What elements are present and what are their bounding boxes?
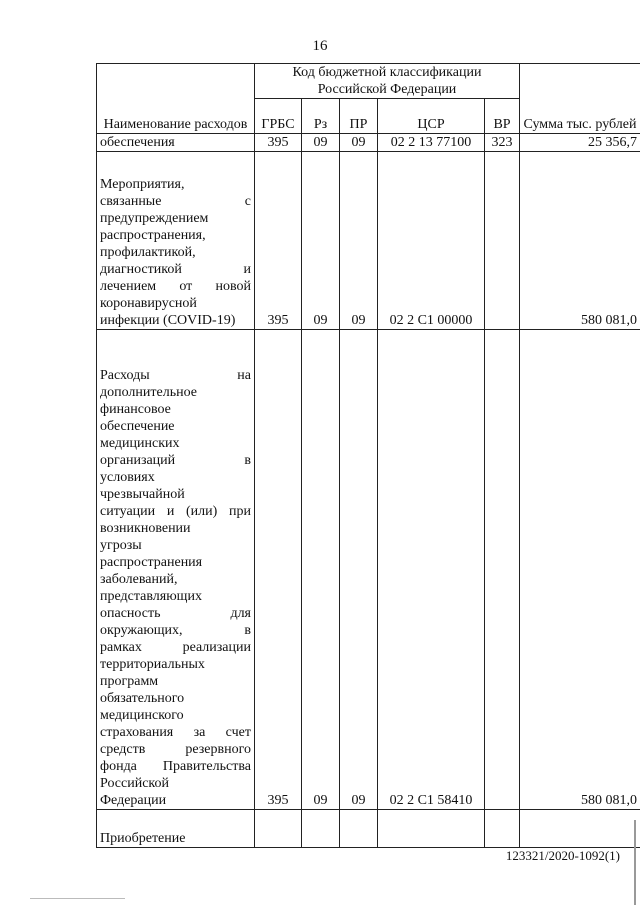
table-row xyxy=(97,330,640,810)
row-name: обеспечения xyxy=(97,134,255,152)
row-grbs xyxy=(255,810,302,848)
row-rz xyxy=(302,810,340,848)
row-pr xyxy=(340,810,378,848)
document-code: 123321/2020-1092(1) xyxy=(505,848,620,863)
table-row xyxy=(97,152,640,330)
row-rz: 09 xyxy=(302,152,340,330)
row-name: Расходы на дополнительное финансовое обеспечение медицинских организаций в условиях чрезвычайной ситуации и (или) при возникновении угрозы распространения заболеваний, представляющих опасность для окружающих, в рамках реализации территориальных программ обязательного медицинского страхования за счет средств резервного фонда Правительства Российской Федерации xyxy=(97,330,255,810)
row-sum: 25 356,7 xyxy=(520,134,640,152)
row-rz: 09 xyxy=(302,330,340,810)
row-sum: 580 081,0 xyxy=(520,330,640,810)
table-row xyxy=(97,134,640,152)
row-csr: 02 2 С1 58410 xyxy=(378,330,485,810)
budget-table xyxy=(96,63,640,848)
table-row xyxy=(97,810,640,848)
header-grbs: ГРБС xyxy=(255,99,302,134)
scan-artifact-line xyxy=(634,820,636,905)
header-code-group: Код бюджетной классификации Российской Федерации xyxy=(255,64,520,99)
row-pr: 09 xyxy=(340,330,378,810)
row-name: Мероприятия, связанные с предупреждением распространения, профилактикой, диагностикой и лечением от новой коронавирусной инфекции (COVID-19) xyxy=(97,152,255,330)
row-sum xyxy=(520,810,640,848)
row-pr: 09 xyxy=(340,134,378,152)
row-vr xyxy=(485,810,520,848)
row-pr: 09 xyxy=(340,152,378,330)
row-grbs: 395 xyxy=(255,134,302,152)
scan-artifact-line xyxy=(30,898,125,899)
header-rz: Рз xyxy=(302,99,340,134)
row-sum: 580 081,0 xyxy=(520,152,640,330)
header-pr: ПР xyxy=(340,99,378,134)
row-vr xyxy=(485,152,520,330)
header-csr: ЦСР xyxy=(378,99,485,134)
page-number: 16 xyxy=(312,38,328,54)
row-rz: 09 xyxy=(302,134,340,152)
row-csr xyxy=(378,810,485,848)
row-grbs: 395 xyxy=(255,152,302,330)
row-csr: 02 2 С1 00000 xyxy=(378,152,485,330)
row-csr: 02 2 13 77100 xyxy=(378,134,485,152)
row-vr: 323 xyxy=(485,134,520,152)
header-name: Наименование расходов xyxy=(97,64,255,134)
row-name: Приобретение xyxy=(97,810,255,848)
row-vr xyxy=(485,330,520,810)
header-vr: ВР xyxy=(485,99,520,134)
row-grbs: 395 xyxy=(255,330,302,810)
header-sum: Сумма тыс. рублей xyxy=(520,64,640,134)
